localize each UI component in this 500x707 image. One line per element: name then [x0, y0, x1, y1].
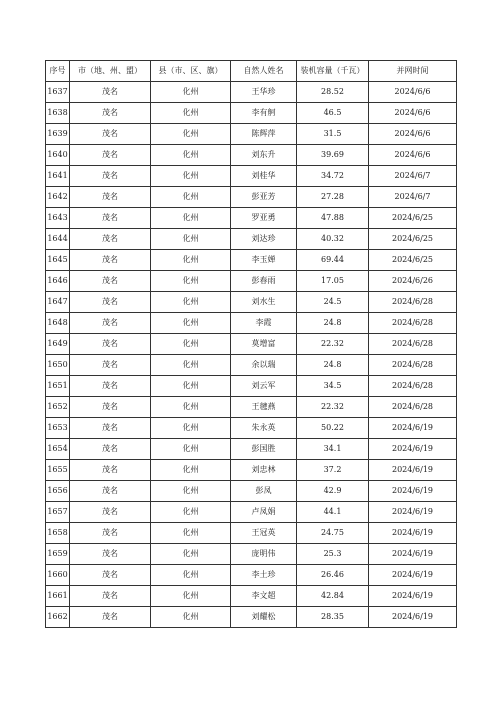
header-date: 并网时间 — [369, 61, 457, 82]
cell-county: 化州 — [151, 334, 231, 355]
cell-capacity: 24.8 — [297, 355, 369, 376]
table-row — [46, 145, 457, 166]
cell-capacity: 47.88 — [297, 208, 369, 229]
cell-county: 化州 — [151, 481, 231, 502]
cell-county: 化州 — [151, 271, 231, 292]
cell-county: 化州 — [151, 523, 231, 544]
cell-city: 茂名 — [70, 544, 151, 565]
cell-seq: 1653 — [46, 418, 70, 439]
cell-seq: 1658 — [46, 523, 70, 544]
cell-date: 2024/6/7 — [369, 166, 457, 187]
cell-date: 2024/6/19 — [369, 460, 457, 481]
header-name: 自然人姓名 — [231, 61, 297, 82]
table-row — [46, 250, 457, 271]
cell-seq: 1648 — [46, 313, 70, 334]
cell-city: 茂名 — [70, 586, 151, 607]
cell-city: 茂名 — [70, 376, 151, 397]
table-row — [46, 229, 457, 250]
cell-capacity: 31.5 — [297, 124, 369, 145]
cell-county: 化州 — [151, 502, 231, 523]
table-row — [46, 124, 457, 145]
table-row — [46, 271, 457, 292]
table-row — [46, 565, 457, 586]
header-city: 市（地、州、盟） — [70, 61, 151, 82]
cell-county: 化州 — [151, 544, 231, 565]
cell-name: 刘云军 — [231, 376, 297, 397]
cell-name: 王毽燕 — [231, 397, 297, 418]
cell-county: 化州 — [151, 586, 231, 607]
cell-date: 2024/6/6 — [369, 103, 457, 124]
cell-seq: 1639 — [46, 124, 70, 145]
cell-seq: 1642 — [46, 187, 70, 208]
cell-county: 化州 — [151, 208, 231, 229]
cell-capacity: 42.9 — [297, 481, 369, 502]
cell-date: 2024/6/19 — [369, 544, 457, 565]
cell-date: 2024/6/28 — [369, 313, 457, 334]
cell-capacity: 34.1 — [297, 439, 369, 460]
cell-date: 2024/6/19 — [369, 607, 457, 628]
cell-name: 陈辉萍 — [231, 124, 297, 145]
cell-name: 彭亚芳 — [231, 187, 297, 208]
cell-city: 茂名 — [70, 271, 151, 292]
cell-city: 茂名 — [70, 607, 151, 628]
cell-name: 李霞 — [231, 313, 297, 334]
table-row — [46, 292, 457, 313]
cell-county: 化州 — [151, 439, 231, 460]
cell-county: 化州 — [151, 397, 231, 418]
cell-county: 化州 — [151, 355, 231, 376]
cell-capacity: 22.32 — [297, 334, 369, 355]
cell-name: 李有舸 — [231, 103, 297, 124]
cell-capacity: 39.69 — [297, 145, 369, 166]
cell-date: 2024/6/28 — [369, 397, 457, 418]
document-page — [45, 60, 456, 628]
cell-capacity: 44.1 — [297, 502, 369, 523]
cell-date: 2024/6/6 — [369, 82, 457, 103]
cell-city: 茂名 — [70, 187, 151, 208]
cell-seq: 1637 — [46, 82, 70, 103]
cell-capacity: 27.28 — [297, 187, 369, 208]
cell-capacity: 28.52 — [297, 82, 369, 103]
cell-capacity: 50.22 — [297, 418, 369, 439]
table-row — [46, 334, 457, 355]
table-row — [46, 418, 457, 439]
cell-city: 茂名 — [70, 229, 151, 250]
table-row — [46, 439, 457, 460]
cell-date: 2024/6/26 — [369, 271, 457, 292]
table-row — [46, 586, 457, 607]
cell-seq: 1647 — [46, 292, 70, 313]
cell-seq: 1652 — [46, 397, 70, 418]
cell-name: 李文超 — [231, 586, 297, 607]
cell-seq: 1640 — [46, 145, 70, 166]
cell-name: 刘忠林 — [231, 460, 297, 481]
cell-name: 彭春雨 — [231, 271, 297, 292]
cell-city: 茂名 — [70, 334, 151, 355]
cell-county: 化州 — [151, 313, 231, 334]
cell-date: 2024/6/6 — [369, 145, 457, 166]
cell-name: 刘达珍 — [231, 229, 297, 250]
cell-seq: 1657 — [46, 502, 70, 523]
cell-name: 彭凤 — [231, 481, 297, 502]
cell-capacity: 25.3 — [297, 544, 369, 565]
cell-city: 茂名 — [70, 523, 151, 544]
cell-seq: 1656 — [46, 481, 70, 502]
cell-name: 罗亚勇 — [231, 208, 297, 229]
cell-county: 化州 — [151, 418, 231, 439]
cell-name: 刘桂华 — [231, 166, 297, 187]
cell-seq: 1645 — [46, 250, 70, 271]
cell-capacity: 40.32 — [297, 229, 369, 250]
cell-capacity: 24.5 — [297, 292, 369, 313]
cell-seq: 1651 — [46, 376, 70, 397]
header-county: 县（市、区、旗） — [151, 61, 231, 82]
cell-county: 化州 — [151, 292, 231, 313]
table-row — [46, 460, 457, 481]
cell-name: 王冠英 — [231, 523, 297, 544]
cell-seq: 1643 — [46, 208, 70, 229]
cell-capacity: 17.05 — [297, 271, 369, 292]
cell-date: 2024/6/28 — [369, 334, 457, 355]
cell-name: 卢凤娟 — [231, 502, 297, 523]
cell-capacity: 42.84 — [297, 586, 369, 607]
cell-date: 2024/6/25 — [369, 208, 457, 229]
cell-city: 茂名 — [70, 250, 151, 271]
cell-county: 化州 — [151, 166, 231, 187]
cell-county: 化州 — [151, 187, 231, 208]
cell-city: 茂名 — [70, 166, 151, 187]
cell-city: 茂名 — [70, 292, 151, 313]
cell-city: 茂名 — [70, 208, 151, 229]
cell-county: 化州 — [151, 145, 231, 166]
table-row — [46, 313, 457, 334]
cell-date: 2024/6/19 — [369, 418, 457, 439]
cell-county: 化州 — [151, 565, 231, 586]
cell-capacity: 34.5 — [297, 376, 369, 397]
cell-date: 2024/6/6 — [369, 124, 457, 145]
cell-county: 化州 — [151, 607, 231, 628]
cell-city: 茂名 — [70, 103, 151, 124]
cell-name: 李土珍 — [231, 565, 297, 586]
table-row — [46, 103, 457, 124]
cell-city: 茂名 — [70, 460, 151, 481]
table-row — [46, 166, 457, 187]
cell-city: 茂名 — [70, 565, 151, 586]
grid-connection-table — [45, 60, 457, 628]
cell-city: 茂名 — [70, 145, 151, 166]
table-header — [46, 61, 457, 82]
table-row — [46, 355, 457, 376]
cell-seq: 1659 — [46, 544, 70, 565]
table-row — [46, 376, 457, 397]
cell-name: 刘耀松 — [231, 607, 297, 628]
table-row — [46, 187, 457, 208]
table-row — [46, 481, 457, 502]
cell-capacity: 22.32 — [297, 397, 369, 418]
cell-seq: 1654 — [46, 439, 70, 460]
cell-capacity: 24.8 — [297, 313, 369, 334]
cell-name: 庞明伟 — [231, 544, 297, 565]
table-row — [46, 397, 457, 418]
cell-date: 2024/6/7 — [369, 187, 457, 208]
cell-name: 王华珍 — [231, 82, 297, 103]
cell-seq: 1655 — [46, 460, 70, 481]
cell-county: 化州 — [151, 250, 231, 271]
cell-seq: 1644 — [46, 229, 70, 250]
cell-name: 余以瑞 — [231, 355, 297, 376]
cell-date: 2024/6/28 — [369, 355, 457, 376]
cell-date: 2024/6/19 — [369, 439, 457, 460]
table-row — [46, 82, 457, 103]
cell-date: 2024/6/19 — [369, 481, 457, 502]
cell-city: 茂名 — [70, 502, 151, 523]
cell-seq: 1638 — [46, 103, 70, 124]
cell-date: 2024/6/28 — [369, 292, 457, 313]
cell-name: 彭国胜 — [231, 439, 297, 460]
cell-date: 2024/6/25 — [369, 250, 457, 271]
cell-seq: 1660 — [46, 565, 70, 586]
cell-seq: 1661 — [46, 586, 70, 607]
cell-date: 2024/6/19 — [369, 523, 457, 544]
cell-capacity: 28.35 — [297, 607, 369, 628]
cell-capacity: 46.5 — [297, 103, 369, 124]
cell-city: 茂名 — [70, 418, 151, 439]
cell-city: 茂名 — [70, 355, 151, 376]
table-row — [46, 607, 457, 628]
table-row — [46, 544, 457, 565]
cell-city: 茂名 — [70, 313, 151, 334]
cell-seq: 1649 — [46, 334, 70, 355]
cell-date: 2024/6/19 — [369, 502, 457, 523]
cell-name: 刘东升 — [231, 145, 297, 166]
cell-capacity: 26.46 — [297, 565, 369, 586]
cell-capacity: 37.2 — [297, 460, 369, 481]
cell-date: 2024/6/19 — [369, 565, 457, 586]
cell-county: 化州 — [151, 103, 231, 124]
cell-seq: 1646 — [46, 271, 70, 292]
cell-capacity: 69.44 — [297, 250, 369, 271]
cell-county: 化州 — [151, 460, 231, 481]
table-row — [46, 502, 457, 523]
cell-name: 李玉婵 — [231, 250, 297, 271]
cell-name: 刘水生 — [231, 292, 297, 313]
cell-city: 茂名 — [70, 397, 151, 418]
cell-seq: 1650 — [46, 355, 70, 376]
cell-capacity: 34.72 — [297, 166, 369, 187]
table-row — [46, 208, 457, 229]
header-row — [46, 61, 457, 82]
cell-city: 茂名 — [70, 481, 151, 502]
cell-city: 茂名 — [70, 439, 151, 460]
cell-date: 2024/6/28 — [369, 376, 457, 397]
table-row — [46, 523, 457, 544]
cell-capacity: 24.75 — [297, 523, 369, 544]
cell-county: 化州 — [151, 376, 231, 397]
cell-date: 2024/6/19 — [369, 586, 457, 607]
cell-seq: 1641 — [46, 166, 70, 187]
header-capacity: 装机容量（千瓦） — [297, 61, 369, 82]
cell-county: 化州 — [151, 82, 231, 103]
cell-city: 茂名 — [70, 124, 151, 145]
table-body — [46, 82, 457, 628]
cell-county: 化州 — [151, 229, 231, 250]
cell-city: 茂名 — [70, 82, 151, 103]
cell-date: 2024/6/25 — [369, 229, 457, 250]
cell-name: 莫增富 — [231, 334, 297, 355]
header-seq: 序号 — [46, 61, 70, 82]
cell-name: 朱永英 — [231, 418, 297, 439]
cell-county: 化州 — [151, 124, 231, 145]
cell-seq: 1662 — [46, 607, 70, 628]
